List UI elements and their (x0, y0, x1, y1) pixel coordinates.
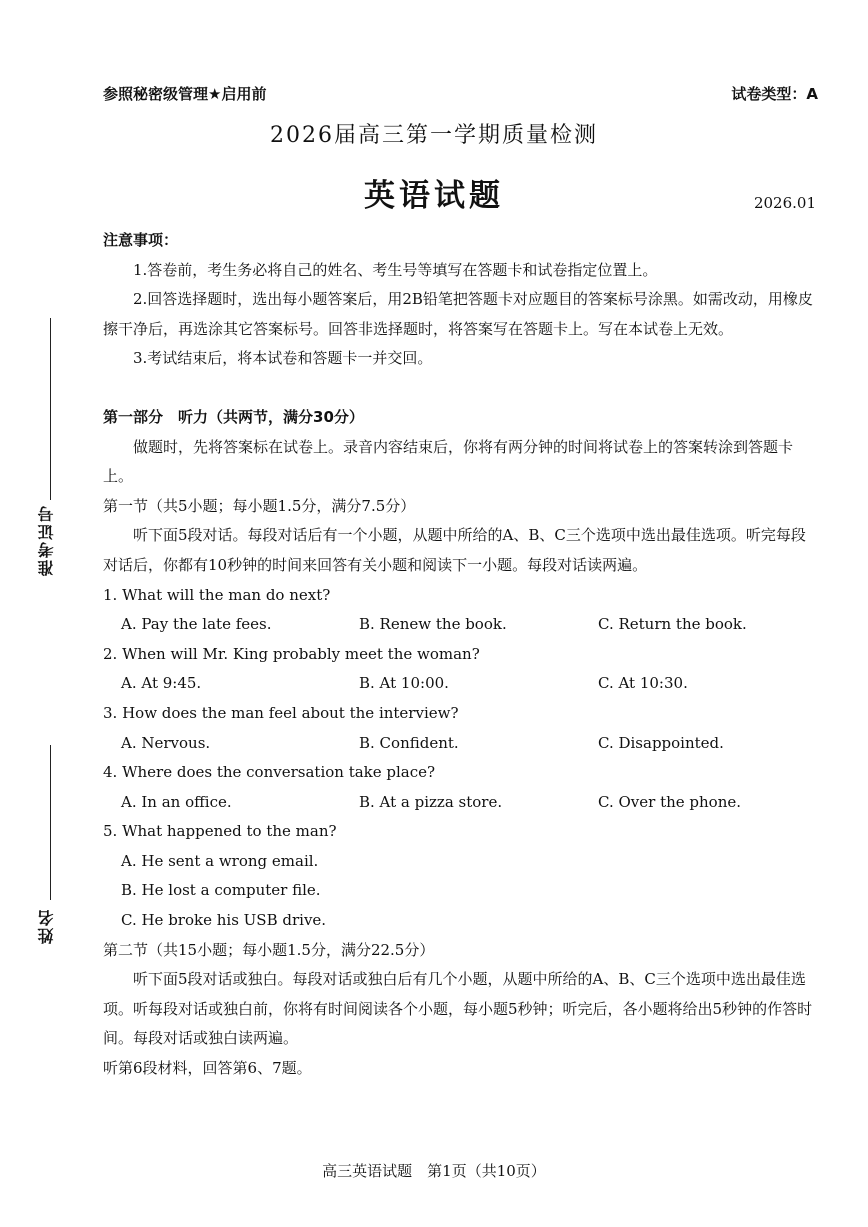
question-options-4 (103, 788, 815, 818)
page-content (103, 226, 815, 1084)
option-b: B. At a pizza store. (359, 792, 503, 811)
part1-heading: 第一部分 听力（共两节，满分30分） (103, 407, 364, 426)
material-note: 听第6段材料，回答第6、7题。 (103, 1059, 312, 1078)
option-a: A. In an office. (121, 792, 232, 811)
exam-date: 2026.01 (753, 194, 816, 212)
page-footer: 高三英语试题 第1页（共10页） (322, 1162, 546, 1180)
option-a: A. At 9:45. (121, 674, 202, 693)
notice-item-1: 1.答卷前，考生务必将自己的姓名、考生号等填写在答题卡和试卷指定位置上。 (133, 260, 658, 279)
question-options-3 (103, 729, 815, 759)
exam-id-label: 准考证号 (37, 504, 56, 576)
section2-heading: 第二节（共15小题；每小题1.5分，满分22.5分） (103, 940, 435, 959)
option-b: B. Confident. (359, 733, 459, 752)
notice-heading: 注意事项： (103, 231, 179, 249)
notice-item-2: 2.回答选择题时，选出每小题答案后，用2B铅笔把答题卡对应题目的答案标号涂黑。如需改动，用橡皮擦干净后，再选涂其它答案标号。回答非选择题时，将答案写在答题卡上。写在本试卷上无效。 (103, 290, 813, 338)
question-options-2 (103, 669, 815, 699)
question-stem-3: 3. How does the man feel about the interview? (103, 703, 459, 722)
option-a: A. He sent a wrong email. (121, 851, 319, 870)
exam-title: 2026届高三第一学期质量检测 (270, 123, 598, 148)
name-label: 姓名 (37, 908, 56, 944)
option-a: A. Pay the late fees. (121, 615, 272, 634)
section2-instruction: 听下面5段对话或独白。每段对话或独白后有几个小题，从题中所给的A、B、C三个选项中选出最佳选项。听每段对话或独白前，你将有时间阅读各个小题，每小题5秒钟；听完后，各小题将给出5秒钟的作答时间。每段对话或独白读两遍。 (103, 970, 813, 1048)
question-stem-4: 4. Where does the conversation take place? (103, 763, 436, 782)
question-stem-2: 2. When will Mr. King probably meet the woman? (103, 644, 480, 663)
subject-title: 英语试题 (364, 178, 504, 214)
question-stem-5: 5. What happened to the man? (103, 822, 337, 841)
question-options-1 (103, 610, 815, 640)
notice-item-3: 3.考试结束后，将本试卷和答题卡一并交回。 (133, 349, 433, 368)
option-c: C. Over the phone. (598, 792, 741, 811)
exam-id-line (50, 318, 51, 500)
option-a: A. Nervous. (121, 733, 211, 752)
section1-instruction: 听下面5段对话。每段对话后有一个小题，从题中所给的A、B、C三个选项中选出最佳选项。听完每段对话后，你都有10秒钟的时间来回答有关小题和阅读下一小题。每段对话读两遍。 (103, 526, 806, 574)
option-b: B. He lost a computer file. (121, 881, 321, 900)
option-c: C. He broke his USB drive. (121, 911, 327, 930)
part1-instruction: 做题时，先将答案标在试卷上。录音内容结束后，你将有两分钟的时间将试卷上的答案转涂到答题卡上。 (103, 437, 794, 486)
option-c: C. At 10:30. (598, 674, 688, 693)
option-b: B. Renew the book. (359, 615, 507, 634)
option-b: B. At 10:00. (359, 674, 449, 693)
secrecy-label: 参照秘密级管理★启用前 (103, 85, 267, 103)
name-line (50, 745, 51, 900)
option-c: C. Disappointed. (598, 733, 724, 752)
section1-heading: 第一节（共5小题；每小题1.5分，满分7.5分） (103, 496, 416, 515)
paper-type-label: 试卷类型：A (731, 85, 818, 103)
question-stem-1: 1. What will the man do next? (103, 585, 331, 604)
option-c: C. Return the book. (598, 615, 747, 634)
